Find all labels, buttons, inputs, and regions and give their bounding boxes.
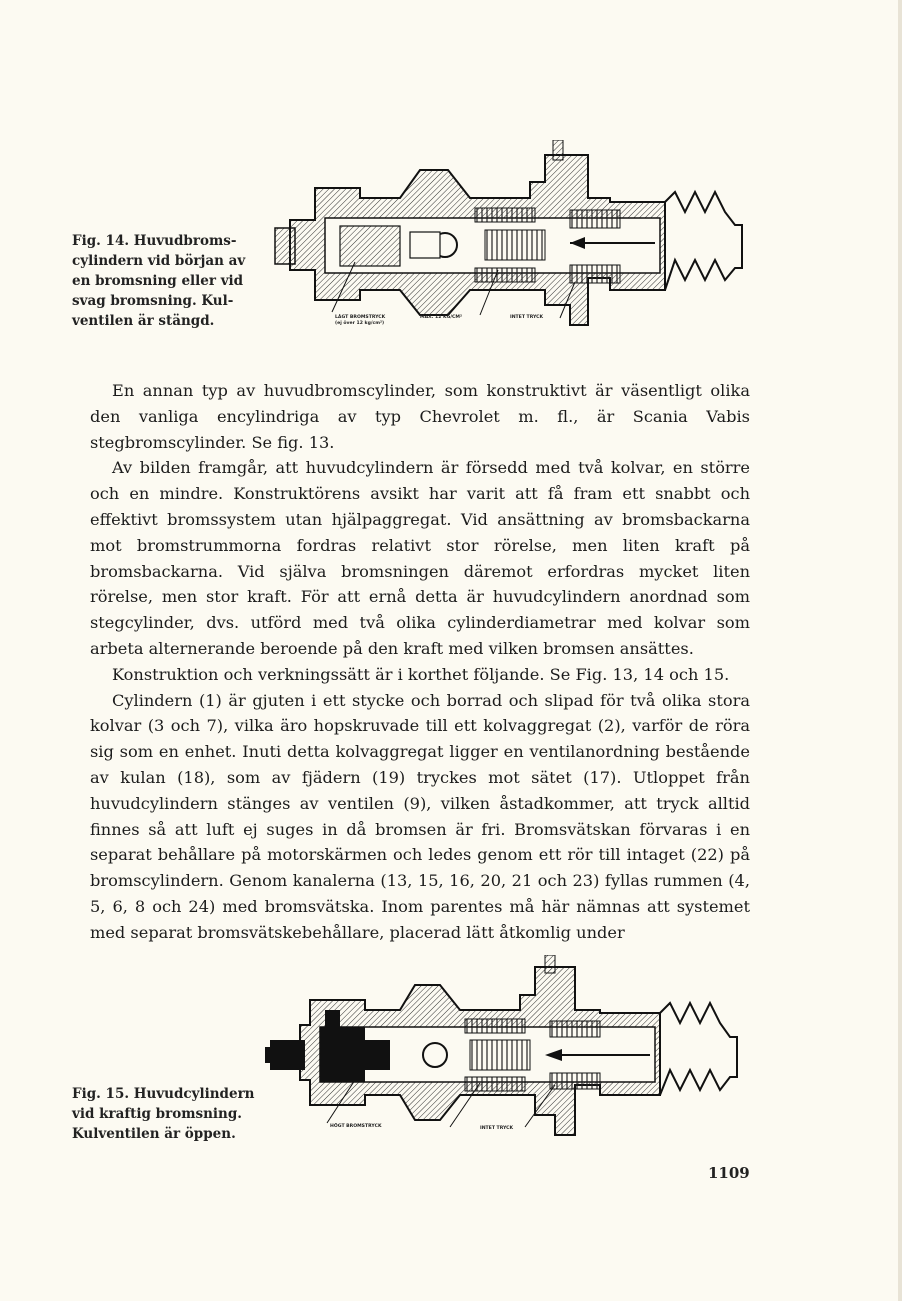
page-edge: [898, 0, 902, 1301]
page-number: 1109: [708, 1164, 750, 1182]
paragraph: Konstruktion och verkningssätt är i korthet följande. Se Fig. 13, 14 och 15.: [112, 664, 730, 684]
caption-line: cylindern vid början av: [72, 253, 246, 269]
caption-line: Kulventilen är öppen.: [72, 1126, 236, 1142]
figure-15-caption: [72, 1084, 262, 1144]
paragraph: Cylindern (1) är gjuten i ett stycke och borrad och slipad för två olika stora kolvar (3 och 7), vilka äro hopskruvade till ett kolvaggregat (2), varför de röra sig som en enhet. Inuti detta kolvaggregat ligger en ventilanordning bestående av kulan (18), som av fjädern (19) tryckes mot sätet (17). Utloppet från huvudcylindern stänges av ventilen (9), vilken åstadkommer, att tryck alltid finnes så att luft ej suges in då bromsen är fri. Bromsvätskan förvaras i en separat behållare på motorskärmen och ledes genom ett rör till intaget (22) på bromscylindern. Genom kanalerna (13, 15, 16, 20, 21 och 23) fyllas rummen (4, 5, 6, 8 och 24) med bromsvätska. Inom parentes må här nämnas att systemet med separat bromsvätskebehållare, placerad lätt åtkomlig under: [90, 690, 750, 942]
paragraph: En annan typ av huvudbromscylinder, som konstruktivt är väsentligt olika den vanliga encylindriga av typ Chevrolet m. fl., är Scania Vabis stegbromscylinder. Se fig. 13.: [90, 381, 750, 452]
body-text: [90, 378, 750, 946]
label-low-pressure: LÅGT BROMSTRYCK: [335, 315, 386, 320]
label-high-pressure: HÖGT BROMSTRYCK: [330, 1124, 382, 1129]
label-no-pressure: INTET TRYCK: [510, 315, 544, 320]
caption-line: svag bromsning. Kul-: [72, 293, 234, 309]
caption-line: Fig. 14. Huvudbroms-: [72, 233, 237, 249]
label-low-pressure-sub: (ej över 12 kg/cm²): [335, 321, 385, 326]
label-no-pressure: INTET TRYCK: [480, 1126, 514, 1131]
figure-15-cylinder-drawing: [265, 955, 745, 1140]
caption-line: Fig. 15. Huvudcylindern: [72, 1086, 255, 1102]
caption-line: ventilen är stängd.: [72, 313, 215, 329]
figure-14-caption: [72, 231, 262, 331]
caption-line: en bromsning eller vid: [72, 273, 244, 289]
paragraph: Av bilden framgår, att huvudcylindern är försedd med två kolvar, en större och en mindre. Konstruktörens avsikt har varit att få fram ett snabbt och effektivt bromssystem utan hjälpaggregat. Vid ansättning av bromsbackarna mot bromstrummorna fordras relativt stor rörelse, men liten kraft på bromsbackarna. Vid själva bromsningen däremot erfordras mycket liten rörelse, men stor kraft. För att ernå detta är huvudcylindern anordnad som stegcylinder, dvs. utförd med två olika cylinderdiametrar med kolvar som arbeta alternerande beroende på den kraft med vilken bromsen ansättes.: [90, 458, 750, 658]
caption-line: vid kraftig bromsning.: [72, 1106, 242, 1122]
label-max-pressure: MAX. 12 KG/CM²: [420, 315, 462, 320]
figure-14-cylinder-drawing: [270, 140, 750, 340]
cylinder-body: [265, 955, 737, 1135]
cylinder-body: [275, 140, 742, 325]
